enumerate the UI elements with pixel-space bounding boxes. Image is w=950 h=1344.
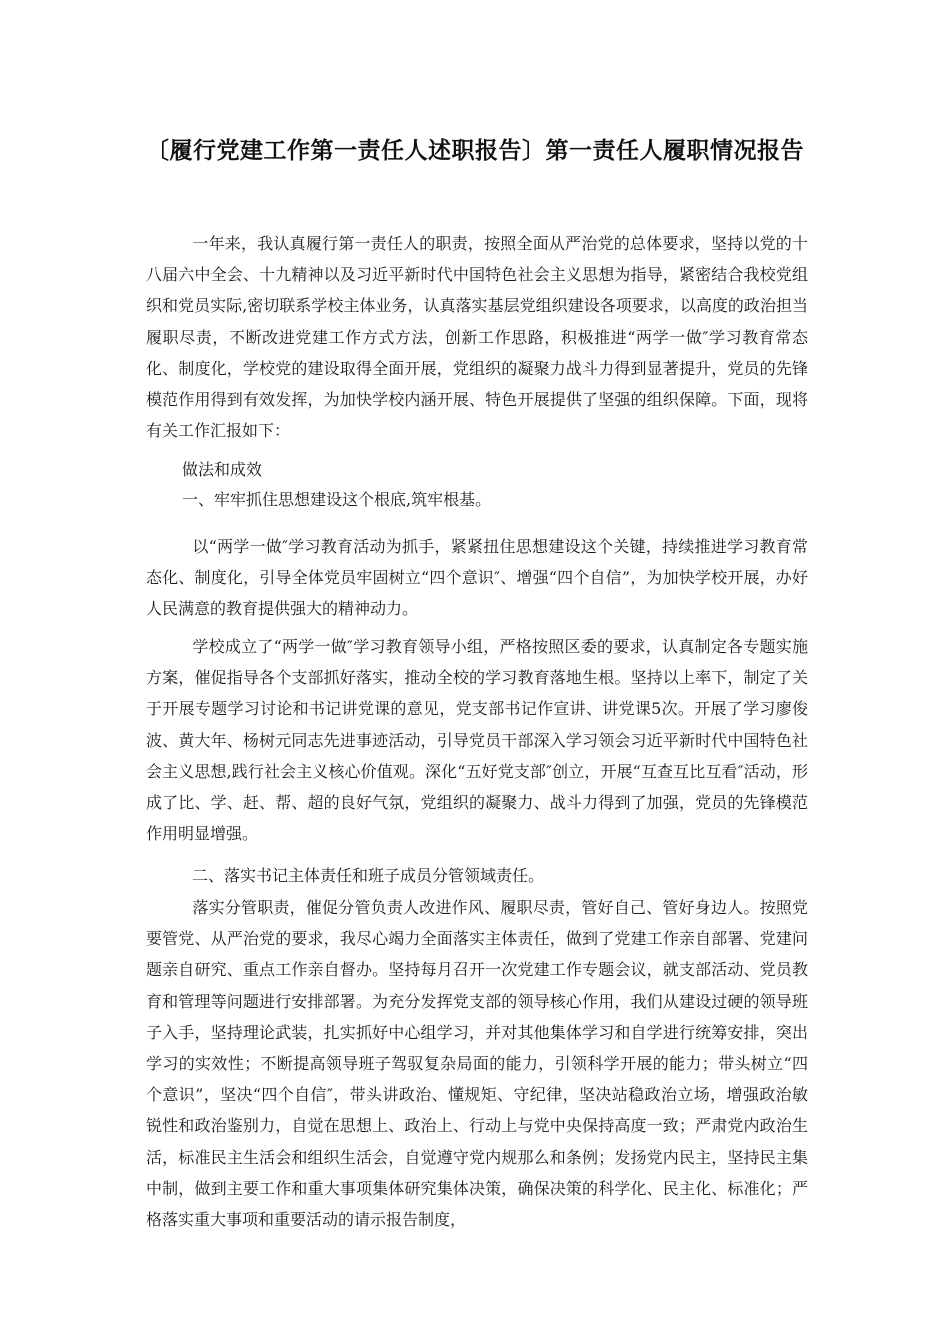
intro-paragraph: 一年来，我认真履行第一责任人的职责，按照全面从严治党的总体要求，坚持以党的十八届六中全会、十九精神以及习近平新时代中国特色社会主义思想为指导，紧密结合我校党组织和党员实际,密切联系学校主体业务，认真落实基层党组织建设各项要求，以高度的政治担当履职尽责，不断改进党建工作方式方法，创新工作思路，积极推进“两学一做″学习教育常态化、制度化，学校党的建设取得全面开展，党组织的凝聚力战斗力得到显著提升，党员的先锋模范作用得到有效发挥，为加快学校内涵开展、特色开展提供了坚强的组织保障。下面，现将有关工作汇报如下： [146,234,808,441]
heading-two: 二、落实书记主体责任和班子成员分管领域责任。 [192,866,545,885]
paragraph-one: 以“两学一做″学习教育活动为抓手，紧紧扭住思想建设这个关键，持续推进学习教育常态化、制度化，引导全体党员牢固树立“四个意识″、增强“四个自信”，为加快学校开展，办好人民满意的教育提供强大的精神动力。 [146,537,808,619]
page-title: 〔履行党建工作第一责任人述职报告〕第一责任人履职情况报告 [146,138,804,164]
paragraph-two: 学校成立了“两学一做″学习教育领导小组，严格按照区委的要求，认真制定各专题实施方案，催促指导各个支部抓好落实，推动全校的学习教育落地生根。坚持以上率下，制定了关于开展专题学习讨论和书记讲党课的意见，党支部书记作宣讲、讲党课5次。开展了学习廖俊波、黄大年、杨树元同志先进事迹活动，引导党员干部深入学习领会习近平新时代中国特色社会主义思想,践行社会主义核心价值观。深化“五好党支部″创立，开展“互查互比互看″活动，形成了比、学、赶、帮、超的良好气氛，党组织的凝聚力、战斗力得到了加强，党员的先锋模范作用明显增强。 [146,637,808,844]
heading-one: 一、牢牢抓住思想建设这个根底,筑牢根基。 [182,490,492,509]
paragraph-three: 落实分管职责，催促分管负责人改进作风、履职尽责，管好自己、管好身边人。按照党要管党、从严治党的要求，我尽心竭力全面落实主体责任，做到了党建工作亲自部署、党建问题亲自研究、重点工作亲自督办。坚持每月召开一次党建工作专题会议，就支部活动、党员教育和管理等问题进行安排部署。为充分发挥党支部的领导核心作用，我们从建设过硬的领导班子入手，坚持理论武装，扎实抓好中心组学习，并对其他集体学习和自学进行统筹安排，突出学习的实效性；不断提高领导班子驾驭复杂局面的能力，引领科学开展的能力；带头树立“四个意识”，坚决“四个自信″，带头讲政治、懂规矩、守纪律，坚决站稳政治立场，增强政治敏锐性和政治鉴别力，自觉在思想上、政治上、行动上与党中央保持高度一致；严肃党内政治生活，标准民主生活会和组织生活会，自觉遵守党内规那么和条例；发扬党内民主，坚持民主集中制，做到主要工作和重大事项集体研究集体决策，确保决策的科学化、民主化、标准化；严格落实重大事项和重要活动的请示报告制度， [146,898,808,1230]
section-heading: 做法和成效 [182,460,263,479]
